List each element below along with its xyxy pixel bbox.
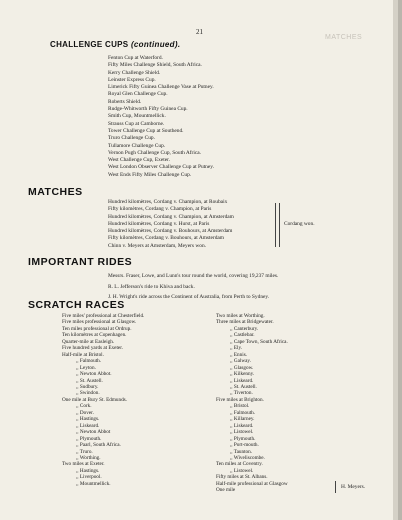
scratch-races-left-column [62,313,144,487]
scratch-race-item: ,, Wiveliscombe. [230,454,265,461]
scratch-race-item: Two miles at Worthing. [216,313,265,319]
scratch-race-item: ,, Worthing. [76,454,101,461]
scratch-race-item: ,, Mountmellick. [76,480,111,487]
scratch-race-item: ,, Dover. [76,409,94,416]
scratch-race-item: ,, St. Austell. [76,377,103,384]
scratch-race-item: ,, Taunton. [230,448,253,455]
scratch-race-item: ,, Hastings. [76,467,100,474]
scratch-race-item: Three miles at Bridgewater. [216,319,274,326]
scratch-race-item: Quarter-mile at Easleigh. [62,338,115,345]
scratch-race-item: ,, Cape Town, South Africa. [230,338,288,345]
challenge-cup-item: Leinster Express Cup. [108,76,156,83]
challenge-cup-item: Royal Glen Challenge Cup. [108,91,168,98]
scratch-race-item: Fifty miles at St. Albans. [216,474,268,481]
challenge-cup-item: Limerick Fifty Guinea Challenge Vase at Putney. [108,84,214,91]
challenge-cups-list [108,55,214,179]
scratch-race-item: ,, Hastings. [76,416,100,423]
scratch-race-item: ,, Listowel. [230,429,254,436]
scratch-race-item: ,, Cork. [76,403,92,410]
page-number: 21 [196,28,203,36]
match-item: Fifty kilomètres, Cordang v. Champion, at Paris [108,206,212,213]
scratch-race-item: ,, Truro. [76,448,93,455]
challenge-cup-item: Truro Challenge Cup. [108,135,155,142]
challenge-cup-item: Strauss Cup at Camborne. [108,120,165,127]
challenge-cup-item: Tullamore Challenge Cup. [108,142,166,149]
match-item: Chinn v. Meyers at Amsterdam, Meyers won. [108,242,207,249]
scratch-race-item: ,, Plymouth. [230,435,256,442]
challenge-cups-title: CHALLENGE CUPS [50,40,129,49]
scratch-race-item: Five miles' professional at Chesterfield. [62,313,145,319]
scratch-race-item: Half-mile at Bristol. [62,351,104,358]
challenge-cup-item: Tower Challenge Cup at Southend. [108,127,184,134]
bleed-through-text: MATCHES [325,34,363,41]
scratch-race-item: ,, Ennis. [230,351,248,358]
scratch-race-item: ,, Newton Abbot. [76,371,112,378]
scratch-race-item: Two miles at Exeter. [62,461,105,468]
matches-list [108,199,234,250]
match-item: Hundred kilomètres, Cordang v. Champion, at Roubaix [108,199,228,205]
match-item: Hundred kilomètres, Cordang v. Bouhours, at Amsterdam [108,228,233,235]
challenge-cup-item: West Ends Fifty Miles Challenge Cup. [108,171,192,178]
scratch-race-item: ,, Bristol. [230,403,250,410]
scratch-race-item: ,, Liskeard. [230,422,254,429]
matches-result: Cordang won. [284,221,315,227]
scratch-race-item: ,, Glasgow. [230,364,254,371]
match-item: Fifty kilomètres, Cordang v. Bouhours, at Amsterdam [108,235,224,242]
scratch-race-item: ,, Liverpool. [76,474,102,481]
scratch-race-item: ,, Castlebar. [230,332,255,339]
match-item: Hundred kilomètres, Cordang v. Champion, at Amsterdam [108,213,234,220]
ride-item: J. H. Wright's ride across the Continent of Australia, from Perth to Sydney. [108,294,270,300]
scratch-race-item: One mile at Bury St. Edmunds. [62,396,127,403]
challenge-cup-item: Roberts Shield. [108,98,142,105]
scratch-race-item: ,, Newton Abbot [76,429,111,436]
scratch-race-item: Half-mile professional at Glasgow [216,480,288,487]
scratch-race-item: Five miles professional at Glasgow. [62,319,137,326]
challenge-cup-item: Vernon Pugh Challenge Cup, South Africa. [108,149,201,156]
ride-item: Messrs. Fraser, Lowe, and Lunn's tour round the world, covering 19,237 miles. [108,273,279,279]
challenge-cup-item: Smith Cup, Mountmellick. [108,113,166,120]
scratch-race-item: ,, Killarney. [230,416,255,423]
page-edge [393,0,398,520]
scratch-race-item: One mile [216,487,236,494]
challenge-cup-item: Kerry Challenge Shield. [108,69,161,76]
scratch-race-item: ,, Port-mouth. [230,442,259,449]
scratch-race-item: Five hundred yards at Exeter. [62,345,123,352]
scratch-race-item: ,, Galway. [230,358,251,365]
scratch-race-item: Ten miles at Coventry. [216,461,263,468]
scratch-race-item: ,, Falmouth. [230,409,256,416]
scratch-race-item: ,, Canterbury. [230,325,259,332]
challenge-cup-item: Fifty Miles Challenge Shield, South Africa. [108,62,202,69]
scratch-race-item: ,, Swindon. [76,390,100,397]
scratch-race-item: ,, Plymouth. [76,435,102,442]
challenge-cup-item: West London Observer Challenge Cup at Putney. [108,164,214,171]
challenge-cup-item: Fenton Cup at Waterford. [108,55,163,61]
important-rides-list [108,271,278,303]
scratch-race-item: ,, Kilkenny. [230,371,255,378]
challenge-cups-heading [50,40,180,49]
scratch-race-item: ,, Paarl, South Africa. [76,442,121,449]
scratch-race-item: ,, Listowel. [230,467,254,474]
scratch-race-item: Ten miles professional at Ordrup. [62,325,132,332]
scratch-race-item: ,, Falmouth. [76,358,102,365]
scratch-race-item: Five miles at Brighton. [216,396,264,403]
scratch-race-item: ,, Leyton. [76,364,96,371]
scratch-right-note: H. Meyers. [341,484,366,490]
scratch-race-item: ,, Ely. [230,345,243,352]
matches-heading: MATCHES [28,186,83,198]
scratch-race-item: ,, St. Austell. [230,383,257,390]
match-item: Hundred kilomètres, Cordang v. Hurst, at Paris [108,220,210,227]
scratch-race-item: ,, Liskeard. [76,422,100,429]
scratch-race-item: ,, Liskeard. [230,377,254,384]
meyers-brace [335,481,338,493]
challenge-cup-item: Rudge-Whitworth Fifty Guinea Cup. [108,106,188,113]
scratch-race-item: ,, Sudbury. [76,383,99,390]
scratch-race-item: Ten kilomètres at Copenhagen. [62,332,127,339]
challenge-cup-item: West Challenge Cup, Exeter. [108,157,170,164]
ride-item: R. L. Jefferson's ride to Khiva and back. [108,283,195,290]
matches-brace [275,203,280,247]
important-rides-heading: IMPORTANT RIDES [28,256,133,268]
continued-label: (continued). [130,40,181,49]
scratch-race-item: ,, Tiverton. [230,390,253,397]
scratch-races-right-column [216,313,288,494]
scratch-races-heading: SCRATCH RACES [28,299,125,311]
